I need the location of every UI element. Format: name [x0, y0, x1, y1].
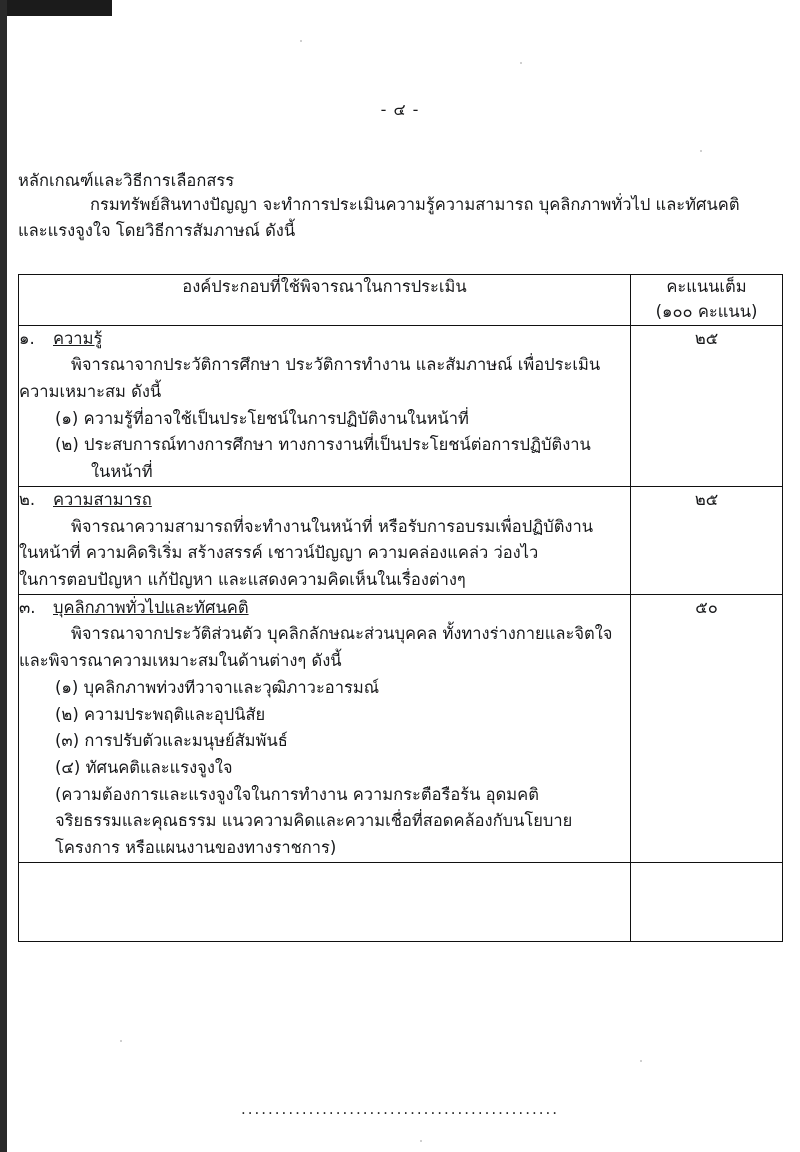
table-row	[19, 594, 783, 862]
criteria-subitem-3-2: (๒) ความประพฤติและอุปนิสัย	[55, 704, 266, 724]
criteria-subitem-3-3: (๓) การปรับตัวและมนุษย์สัมพันธ์	[55, 731, 288, 751]
criteria-line-2-1: พิจารณาความสามารถที่จะทำงานในหน้าที่ หรือรับการอบรมเพื่อปฏิบัติงาน	[71, 516, 594, 536]
criteria-note-3-2: จริยธรรมและคุณธรรม แนวความคิดและความเชื่อที่สอดคล้องกับนโยบาย	[55, 811, 573, 831]
footer-divider: ...............................................	[240, 1100, 560, 1118]
header-score-line-2: (๑๐๐ คะแนน)	[655, 301, 758, 321]
score-cell-2: ๒๕	[631, 486, 783, 594]
intro-paragraph	[18, 192, 788, 243]
criteria-subitem-3-1: (๑) บุคลิกภาพท่วงทีวาจาและวุฒิภาวะอารมณ์	[55, 677, 380, 697]
criteria-title-row-2	[19, 487, 630, 514]
criteria-cell-2	[19, 486, 631, 594]
criteria-title-2: ความสามารถ	[53, 489, 152, 509]
score-cell-3: ๕๐	[631, 594, 783, 862]
criteria-note-3-1: (ความต้องการและแรงจูงใจในการทำงาน ความกระตือรือร้น อุดมคติ	[55, 784, 539, 804]
criteria-line-1-2: ความเหมาะสม ดังนี้	[19, 381, 162, 401]
criteria-subitem-1-2: (๒) ประสบการณ์ทางการศึกษา ทางการงานที่เป็นประโยชน์ต่อการปฏิบัติงาน	[55, 435, 591, 455]
scan-speck	[300, 40, 302, 42]
scan-speck	[640, 1060, 642, 1062]
criteria-table	[18, 274, 783, 942]
criteria-number-3: ๓.	[19, 597, 36, 617]
header-cell-description: องค์ประกอบที่ใช้พิจารณาในการประเมิน	[19, 275, 631, 326]
criteria-title-3: บุคลิกภาพทั่วไปและทัศนคติ	[53, 597, 249, 617]
criteria-subitem-1-3: ในหน้าที่	[91, 462, 153, 482]
criteria-number-1: ๑.	[19, 328, 35, 348]
scan-speck	[700, 150, 702, 152]
criteria-line-2-2: ในหน้าที่ ความคิดริเริ่ม สร้างสรรค์ เชาวน์ปัญญา ความคล่องแคล่ว ว่องไว	[19, 543, 539, 563]
table-row-empty	[19, 862, 783, 941]
scan-speck	[120, 1040, 122, 1042]
scan-speck	[420, 1140, 422, 1142]
table-row	[19, 486, 783, 594]
criteria-title-1: ความรู้	[53, 328, 103, 348]
criteria-cell-3	[19, 594, 631, 862]
scan-speck	[520, 62, 522, 64]
criteria-note-3-3: โครงการ หรือแผนงานของทางราชการ)	[55, 838, 337, 858]
criteria-cell-1	[19, 325, 631, 486]
criteria-line-3-2: และพิจารณาความเหมาะสมในด้านต่างๆ ดังนี้	[19, 651, 342, 671]
criteria-cell-empty	[19, 862, 631, 941]
header-cell-score	[631, 275, 783, 326]
intro-line-2: และแรงจูงใจ โดยวิธีการสัมภาษณ์ ดังนี้	[18, 220, 296, 240]
criteria-number-2: ๒.	[19, 489, 36, 509]
criteria-line-3-1: พิจารณาจากประวัติส่วนตัว บุคลิกลักษณะส่วนบุคคล ทั้งทางร่างกายและจิตใจ	[71, 624, 613, 644]
intro-line-1: กรมทรัพย์สินทางปัญญา จะทำการประเมินความรู้ความสามารถ บุคลิกภาพทั่วไป และทัศนคติ	[90, 195, 740, 214]
criteria-title-row-1	[19, 326, 630, 353]
page-number: - ๔ -	[380, 100, 420, 119]
criteria-title-row-3	[19, 595, 630, 622]
score-cell-1: ๒๕	[631, 325, 783, 486]
criteria-subitem-1-1: (๑) ความรู้ที่อาจใช้เป็นประโยชน์ในการปฏิบัติงานในหน้าที่	[55, 408, 469, 428]
page-title: หลักเกณฑ์และวิธีการเลือกสรร	[18, 171, 235, 190]
score-cell-empty	[631, 862, 783, 941]
header-score-line-1: คะแนนเต็ม	[666, 277, 747, 296]
table-row	[19, 325, 783, 486]
table-header-row	[19, 275, 783, 326]
criteria-line-2-3: ในการตอบปัญหา แก้ปัญหา และแสดงความคิดเห็นในเรื่องต่างๆ	[19, 569, 466, 589]
criteria-line-1-1: พิจารณาจากประวัติการศึกษา ประวัติการทำงาน และสัมภาษณ์ เพื่อประเมิน	[71, 355, 601, 375]
criteria-subitem-3-4: (๔) ทัศนคติและแรงจูงใจ	[55, 758, 233, 777]
